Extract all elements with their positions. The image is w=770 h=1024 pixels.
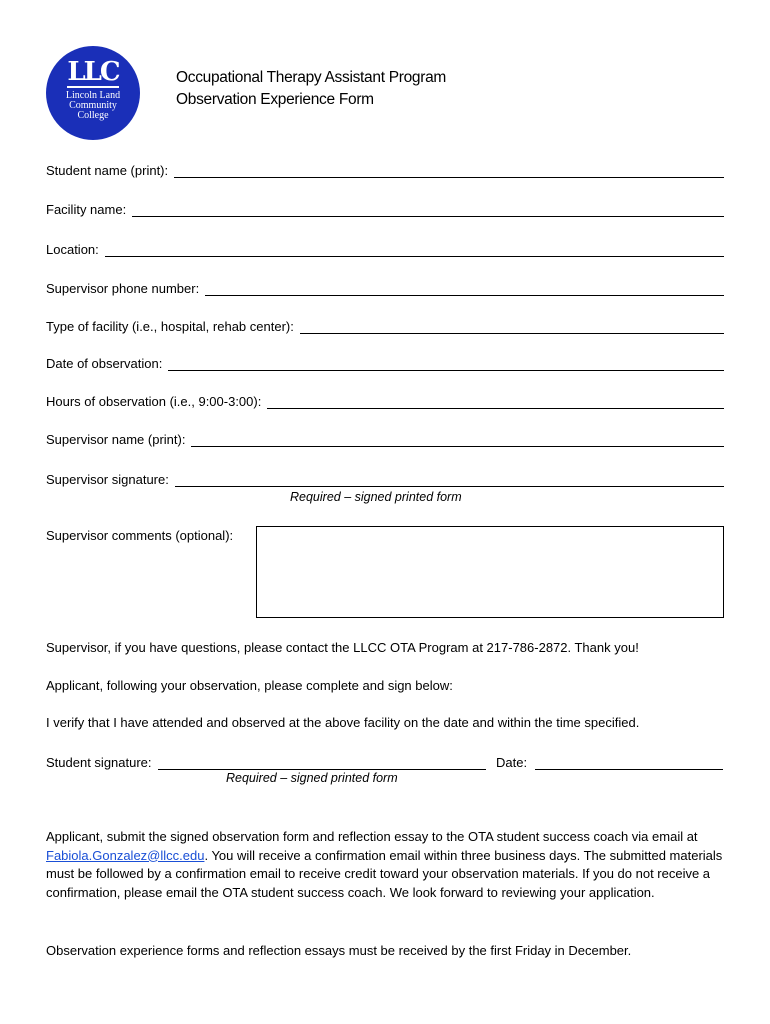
facility-type-input-line[interactable] bbox=[300, 319, 724, 334]
student-signature-field[interactable] bbox=[46, 752, 486, 770]
form-name: Observation Experience Form bbox=[176, 91, 374, 108]
supervisor-comments-label: Supervisor comments (optional): bbox=[46, 528, 234, 543]
supervisor-phone-input-line[interactable] bbox=[205, 281, 724, 296]
student-name-input-line[interactable] bbox=[174, 163, 724, 178]
student-signature-required-note: Required – signed printed form bbox=[226, 771, 398, 785]
date-field[interactable] bbox=[496, 752, 723, 770]
facility-name-label: Facility name: bbox=[46, 202, 127, 217]
facility-type-field[interactable] bbox=[46, 316, 724, 334]
student-name-field[interactable] bbox=[46, 160, 724, 178]
supervisor-signature-input-line[interactable] bbox=[175, 472, 724, 487]
program-title: Occupational Therapy Assistant Program bbox=[176, 69, 447, 86]
location-field[interactable] bbox=[46, 239, 724, 257]
facility-name-input-line[interactable] bbox=[132, 202, 724, 217]
submission-text-1: Applicant, submit the signed observation form and reflection essay to the OTA student success coach via email at bbox=[46, 829, 698, 844]
facility-name-field[interactable] bbox=[46, 199, 724, 217]
student-signature-input-line[interactable] bbox=[158, 755, 486, 770]
form-title bbox=[176, 67, 446, 111]
supervisor-signature-required-note: Required – signed printed form bbox=[290, 490, 462, 504]
supervisor-name-input-line[interactable] bbox=[191, 432, 724, 447]
supervisor-phone-label: Supervisor phone number: bbox=[46, 281, 200, 296]
verification-statement: I verify that I have attended and observed at the above facility on the date and within the time specified. bbox=[46, 715, 640, 730]
supervisor-signature-field[interactable] bbox=[46, 469, 724, 487]
supervisor-phone-field[interactable] bbox=[46, 278, 724, 296]
facility-type-label: Type of facility (i.e., hospital, rehab center): bbox=[46, 319, 294, 334]
student-signature-label: Student signature: bbox=[46, 755, 152, 770]
student-name-label: Student name (print): bbox=[46, 163, 169, 178]
applicant-instruction: Applicant, following your observation, please complete and sign below: bbox=[46, 678, 453, 693]
supervisor-signature-label: Supervisor signature: bbox=[46, 472, 169, 487]
observation-date-label: Date of observation: bbox=[46, 356, 163, 371]
college-logo bbox=[46, 46, 140, 140]
logo-mark: LLC bbox=[67, 57, 119, 87]
observation-hours-field[interactable] bbox=[46, 391, 724, 409]
location-label: Location: bbox=[46, 242, 99, 257]
supervisor-comments-box[interactable] bbox=[256, 526, 724, 618]
deadline-text: Observation experience forms and reflection essays must be received by the first Friday in December. bbox=[46, 943, 632, 958]
observation-date-field[interactable] bbox=[46, 353, 724, 371]
contact-text: Supervisor, if you have questions, please contact the LLCC OTA Program at 217-786-2872. Thank you! bbox=[46, 640, 639, 655]
date-label: Date: bbox=[496, 755, 528, 770]
date-input-line[interactable] bbox=[535, 755, 723, 770]
submission-instructions bbox=[46, 828, 726, 902]
location-input-line[interactable] bbox=[105, 242, 724, 257]
supervisor-name-label: Supervisor name (print): bbox=[46, 432, 186, 447]
observation-hours-label: Hours of observation (i.e., 9:00-3:00): bbox=[46, 394, 262, 409]
observation-date-input-line[interactable] bbox=[168, 356, 724, 371]
supervisor-name-field[interactable] bbox=[46, 429, 724, 447]
submission-text-2: . You will receive a confirmation email within three business days. The submitted materials must be followed by a confirmation email to receive credit toward your observation materials. If you do not receive a confirmation, please email the OTA student success coach. We look forward to reviewing your application. bbox=[46, 847, 723, 900]
coach-email-link[interactable]: Fabiola.Gonzalez@llcc.edu bbox=[46, 847, 205, 863]
logo-college-name: Lincoln Land Community College bbox=[65, 90, 121, 121]
observation-hours-input-line[interactable] bbox=[267, 394, 724, 409]
